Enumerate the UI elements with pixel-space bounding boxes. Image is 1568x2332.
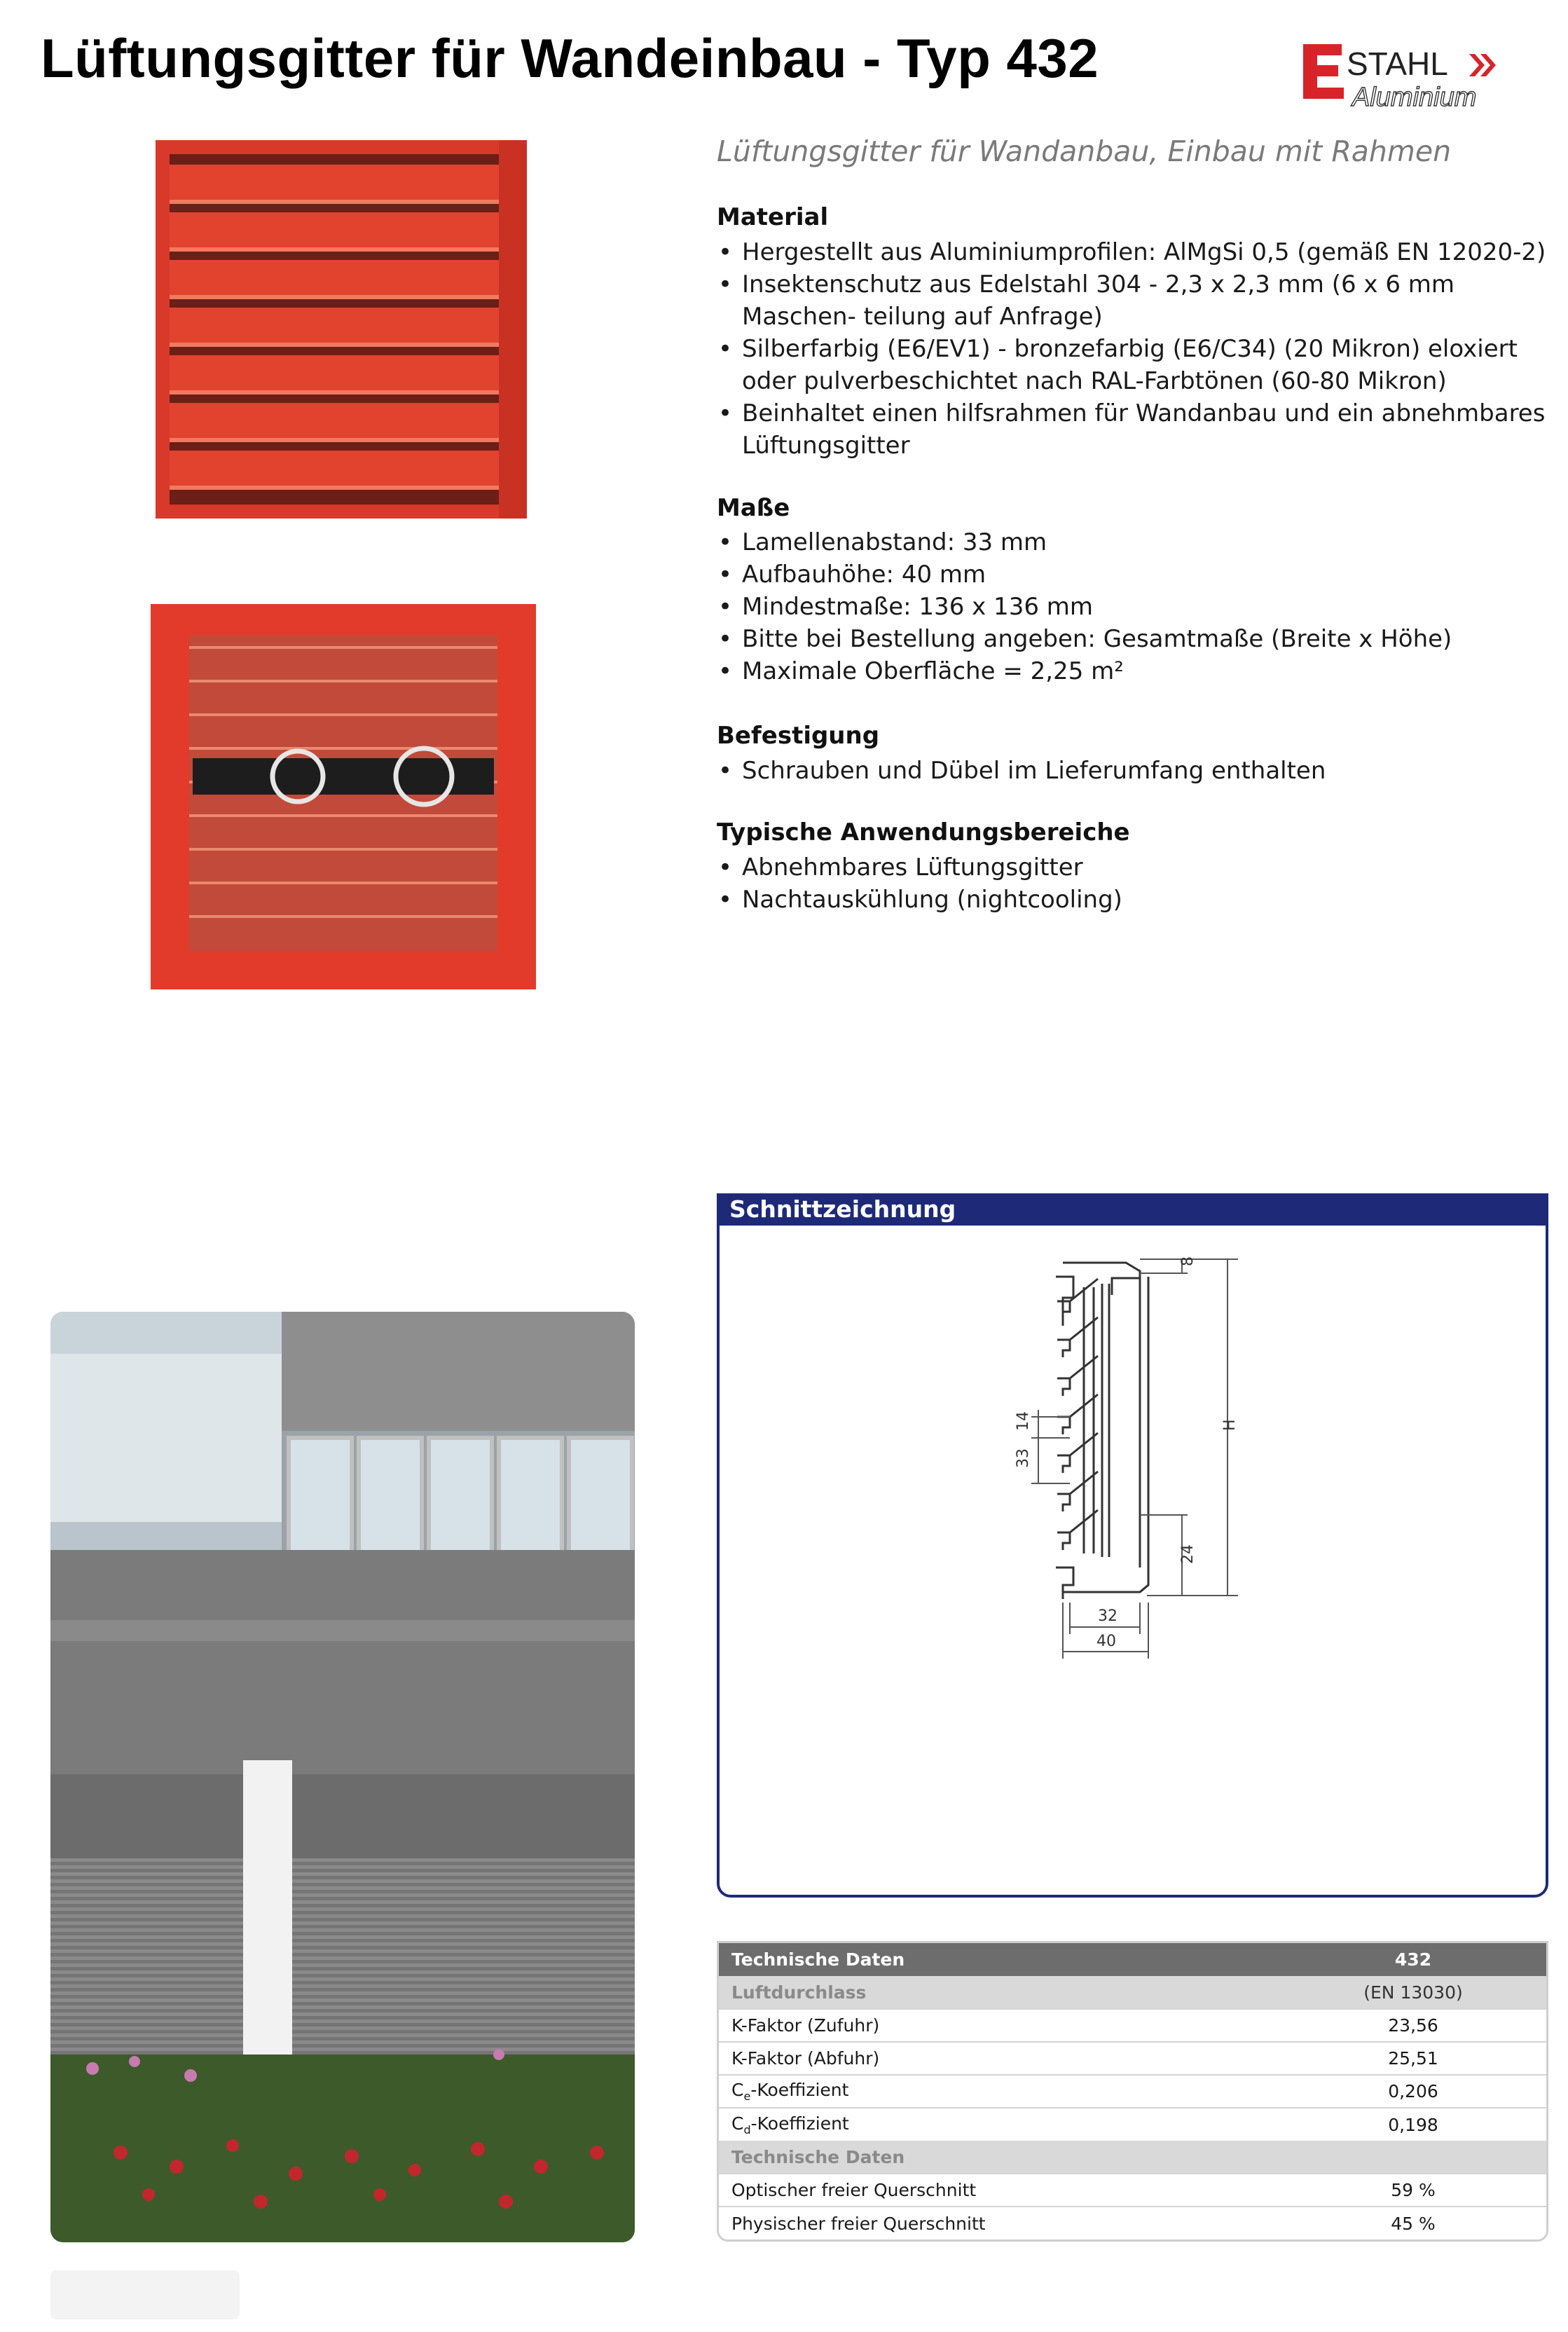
lamella-line	[189, 646, 497, 649]
list-item: • Schrauben und Dübel im Lieferumfang enthalten	[717, 755, 1550, 787]
row-value: 0,198	[1280, 2108, 1546, 2141]
lamella	[170, 451, 499, 486]
svg-text:Aluminium: Aluminium	[1352, 83, 1477, 112]
list-item: • Bitte bei Bestellung angeben: Gesamtmaße (Breite x Höhe)	[717, 623, 1550, 655]
dim-h-label: H	[1221, 1419, 1239, 1431]
row-label: K-Faktor (Zufuhr)	[719, 2009, 1280, 2042]
lamella-line	[189, 814, 497, 817]
technical-data-table	[717, 1941, 1548, 2242]
dim-33-label: 33	[1015, 1448, 1032, 1468]
dim-14-label: 14	[1015, 1411, 1032, 1431]
group-label: Luftdurchlass	[719, 1976, 1280, 2009]
subtitle: Lüftungsgitter für Wandanbau, Einbau mit Rahmen	[717, 135, 1452, 168]
table-row	[719, 2075, 1546, 2108]
list-item: • Mindestmaße: 136 x 136 mm	[717, 591, 1550, 623]
lamella-highlight	[170, 390, 499, 395]
dim-32-label: 32	[1098, 1607, 1117, 1625]
masse-list	[717, 526, 1550, 687]
dim-8-label: 8	[1179, 1256, 1197, 1266]
lamella-line	[189, 680, 497, 683]
group-label: Technische Daten	[719, 2141, 1280, 2174]
list-item: • Insektenschutz aus Edelstahl 304 - 2,3 x 2,3 mm (6 x 6 mm Maschen- teilung auf Anfrage)	[717, 268, 1550, 333]
profile-lamella	[1057, 1433, 1098, 1473]
material-list	[717, 236, 1550, 462]
drawing-header: Schnittzeichnung	[717, 1193, 1548, 1226]
brand-logo	[1296, 39, 1527, 116]
svg-text:STAHL: STAHL	[1347, 46, 1448, 82]
table-row	[719, 2108, 1546, 2141]
lamella	[170, 260, 499, 295]
profile-lamella	[1057, 1472, 1098, 1511]
list-item: • Nachtauskühlung (nightcooling)	[717, 884, 1550, 916]
page-title: Lüftungsgitter für Wandeinbau - Typ 432	[41, 27, 1099, 89]
row-label: Physischer freier Querschnitt	[719, 2207, 1280, 2240]
table-row	[719, 2174, 1546, 2207]
list-item: • Maximale Oberfläche = 2,25 m²	[717, 655, 1550, 687]
section-title-masse: Maße	[717, 494, 790, 522]
row-value: 25,51	[1280, 2042, 1546, 2075]
row-value: 0,206	[1280, 2075, 1546, 2108]
row-label: K-Faktor (Abfuhr)	[719, 2042, 1280, 2075]
list-item: • Abnehmbares Lüftungsgitter	[717, 851, 1550, 884]
lamella-highlight	[170, 486, 499, 490]
lamella-line	[189, 747, 497, 750]
list-item: • Silberfarbig (E6/EV1) - bronzefarbig (E6/C34) (20 Mikron) eloxiert oder pulverbeschichtet nach RAL-Farbtönen (60-80 Mikron)	[717, 333, 1550, 397]
building-photo	[50, 1312, 635, 2242]
table-row	[719, 2207, 1546, 2240]
profile-lamella	[1057, 1356, 1098, 1396]
lamella-line	[189, 713, 497, 716]
faded-footer-mark	[50, 2270, 240, 2319]
lamella-line	[189, 848, 497, 851]
list-item: • Hergestellt aus Aluminiumprofilen: AlMgSi 0,5 (gemäß EN 12020-2)	[717, 236, 1550, 268]
profile-lamella	[1057, 1394, 1098, 1434]
table-header-value: 432	[1280, 1943, 1546, 1976]
lamella-highlight	[170, 438, 499, 442]
table-header-label: Technische Daten	[719, 1943, 1280, 1976]
list-item: • Lamellenabstand: 33 mm	[717, 526, 1550, 558]
grille-back-image	[151, 604, 539, 996]
dim-40-label: 40	[1096, 1633, 1116, 1650]
row-value: 59 %	[1280, 2174, 1546, 2207]
row-label: $C_d$-Koeffizient	[719, 2108, 1280, 2141]
group-value	[1280, 2141, 1546, 2174]
befestigung-list	[717, 755, 1550, 787]
section-title-anwendung: Typische Anwendungsbereiche	[717, 818, 1130, 846]
list-item: • Aufbauhöhe: 40 mm	[717, 558, 1550, 591]
lamella-line	[189, 882, 497, 884]
profile-lamella	[1057, 1510, 1098, 1550]
lamella	[170, 212, 499, 247]
table-row	[719, 2009, 1546, 2042]
grille-front-image	[156, 140, 534, 525]
dim-24-label: 24	[1179, 1544, 1197, 1564]
table-group-row	[719, 1976, 1546, 2009]
lamella-highlight	[170, 247, 499, 252]
table-header-row	[719, 1943, 1546, 1976]
lamella	[170, 165, 499, 200]
anwendung-list	[717, 851, 1550, 916]
drawing-panel	[717, 1193, 1548, 1898]
row-value: 45 %	[1280, 2207, 1546, 2240]
lamella-highlight	[170, 200, 499, 204]
row-label: $C_e$-Koeffizient	[719, 2075, 1280, 2108]
table-row	[719, 2042, 1546, 2075]
lamella	[170, 308, 499, 343]
table-group-row	[719, 2141, 1546, 2174]
lamella	[170, 355, 499, 390]
row-value: 23,56	[1280, 2009, 1546, 2042]
list-item: • Beinhaltet einen hilfsrahmen für Wandanbau und ein abnehmbares Lüftungsgitter	[717, 397, 1550, 462]
row-label: Optischer freier Querschnitt	[719, 2174, 1280, 2207]
section-title-befestigung: Befestigung	[717, 722, 880, 750]
lamella-highlight	[170, 295, 499, 299]
lamella-highlight	[170, 343, 499, 347]
group-value: (EN 13030)	[1280, 1976, 1546, 2009]
lamella	[170, 403, 499, 438]
section-title-material: Material	[717, 203, 829, 231]
lamella-line	[189, 915, 497, 918]
